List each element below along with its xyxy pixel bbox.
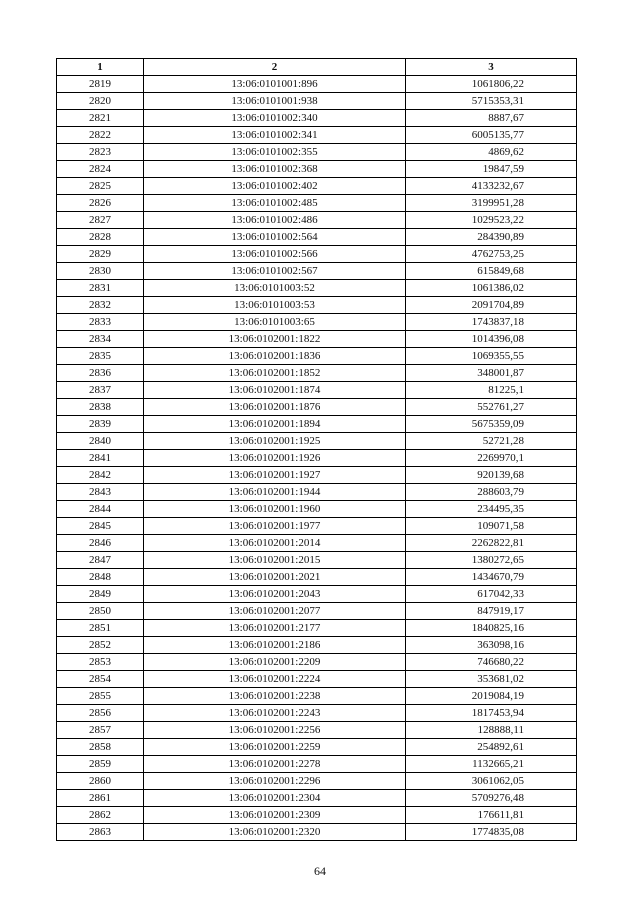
row-number-cell: 2860 — [57, 773, 144, 790]
cadastral-number-cell: 13:06:0102001:1894 — [144, 416, 406, 433]
table-row — [57, 722, 577, 739]
value-cell: 1743837,18 — [406, 314, 577, 331]
cadastral-number-cell: 13:06:0102001:2186 — [144, 637, 406, 654]
cadastral-number-cell: 13:06:0102001:1944 — [144, 484, 406, 501]
value-cell: 1817453,94 — [406, 705, 577, 722]
cadastral-number-cell: 13:06:0102001:2077 — [144, 603, 406, 620]
table-row — [57, 331, 577, 348]
cadastral-number-cell: 13:06:0102001:1977 — [144, 518, 406, 535]
table-row — [57, 416, 577, 433]
value-cell: 1840825,16 — [406, 620, 577, 637]
row-number-cell: 2840 — [57, 433, 144, 450]
table-row — [57, 705, 577, 722]
value-cell: 4133232,67 — [406, 178, 577, 195]
cadastral-number-cell: 13:06:0102001:1874 — [144, 382, 406, 399]
table-row — [57, 314, 577, 331]
value-cell: 8887,67 — [406, 110, 577, 127]
value-cell: 4869,62 — [406, 144, 577, 161]
row-number-cell: 2821 — [57, 110, 144, 127]
value-cell: 4762753,25 — [406, 246, 577, 263]
row-number-cell: 2837 — [57, 382, 144, 399]
cadastral-number-cell: 13:06:0102001:2015 — [144, 552, 406, 569]
cadastral-number-cell: 13:06:0102001:1960 — [144, 501, 406, 518]
table-row — [57, 552, 577, 569]
cadastral-number-cell: 13:06:0102001:2304 — [144, 790, 406, 807]
cadastral-number-cell: 13:06:0102001:2309 — [144, 807, 406, 824]
row-number-cell: 2849 — [57, 586, 144, 603]
table-row — [57, 501, 577, 518]
table-row — [57, 178, 577, 195]
cadastral-number-cell: 13:06:0102001:1925 — [144, 433, 406, 450]
table-row — [57, 654, 577, 671]
row-number-cell: 2852 — [57, 637, 144, 654]
table-row — [57, 229, 577, 246]
cadastral-number-cell: 13:06:0101003:53 — [144, 297, 406, 314]
cadastral-number-cell: 13:06:0102001:2259 — [144, 739, 406, 756]
value-cell: 353681,02 — [406, 671, 577, 688]
table-row — [57, 688, 577, 705]
cadastral-number-cell: 13:06:0101002:402 — [144, 178, 406, 195]
page-number: 64 — [314, 864, 326, 878]
cadastral-number-cell: 13:06:0102001:1836 — [144, 348, 406, 365]
value-cell: 1061806,22 — [406, 76, 577, 93]
value-cell: 746680,22 — [406, 654, 577, 671]
row-number-cell: 2834 — [57, 331, 144, 348]
cadastral-number-cell: 13:06:0101002:486 — [144, 212, 406, 229]
row-number-cell: 2842 — [57, 467, 144, 484]
table-row — [57, 467, 577, 484]
table-row — [57, 790, 577, 807]
value-cell: 1434670,79 — [406, 569, 577, 586]
row-number-cell: 2857 — [57, 722, 144, 739]
row-number-cell: 2858 — [57, 739, 144, 756]
table-row — [57, 484, 577, 501]
table-row — [57, 518, 577, 535]
cadastral-number-cell: 13:06:0101001:938 — [144, 93, 406, 110]
table-row — [57, 365, 577, 382]
value-cell: 2262822,81 — [406, 535, 577, 552]
value-cell: 5675359,09 — [406, 416, 577, 433]
value-cell: 615849,68 — [406, 263, 577, 280]
value-cell: 81225,1 — [406, 382, 577, 399]
table-body — [57, 76, 577, 841]
table-row — [57, 824, 577, 841]
value-cell: 3061062,05 — [406, 773, 577, 790]
cadastral-number-cell: 13:06:0102001:2021 — [144, 569, 406, 586]
row-number-cell: 2851 — [57, 620, 144, 637]
value-cell: 5715353,31 — [406, 93, 577, 110]
row-number-cell: 2861 — [57, 790, 144, 807]
header-row — [57, 59, 577, 76]
value-cell: 847919,17 — [406, 603, 577, 620]
row-number-cell: 2839 — [57, 416, 144, 433]
cadastral-number-cell: 13:06:0101002:564 — [144, 229, 406, 246]
row-number-cell: 2855 — [57, 688, 144, 705]
row-number-cell: 2827 — [57, 212, 144, 229]
row-number-cell: 2825 — [57, 178, 144, 195]
value-cell: 1061386,02 — [406, 280, 577, 297]
column-header-2: 2 — [144, 59, 406, 76]
cadastral-number-cell: 13:06:0101002:355 — [144, 144, 406, 161]
table-row — [57, 399, 577, 416]
table-row — [57, 195, 577, 212]
row-number-cell: 2854 — [57, 671, 144, 688]
column-header-1: 1 — [57, 59, 144, 76]
value-cell: 1069355,55 — [406, 348, 577, 365]
row-number-cell: 2862 — [57, 807, 144, 824]
cadastral-number-cell: 13:06:0102001:2209 — [144, 654, 406, 671]
row-number-cell: 2831 — [57, 280, 144, 297]
table-row — [57, 263, 577, 280]
row-number-cell: 2856 — [57, 705, 144, 722]
table-row — [57, 586, 577, 603]
cadastral-number-cell: 13:06:0101002:341 — [144, 127, 406, 144]
cadastral-number-cell: 13:06:0101002:566 — [144, 246, 406, 263]
value-cell: 1029523,22 — [406, 212, 577, 229]
row-number-cell: 2822 — [57, 127, 144, 144]
cadastral-number-cell: 13:06:0102001:2243 — [144, 705, 406, 722]
table-row — [57, 144, 577, 161]
value-cell: 5709276,48 — [406, 790, 577, 807]
value-cell: 176611,81 — [406, 807, 577, 824]
value-cell: 128888,11 — [406, 722, 577, 739]
cadastral-number-cell: 13:06:0101003:52 — [144, 280, 406, 297]
value-cell: 6005135,77 — [406, 127, 577, 144]
row-number-cell: 2844 — [57, 501, 144, 518]
cadastral-number-cell: 13:06:0102001:2238 — [144, 688, 406, 705]
cadastral-number-cell: 13:06:0102001:2043 — [144, 586, 406, 603]
value-cell: 920139,68 — [406, 467, 577, 484]
column-header-3: 3 — [406, 59, 577, 76]
table-row — [57, 76, 577, 93]
row-number-cell: 2841 — [57, 450, 144, 467]
table-row — [57, 382, 577, 399]
table-row — [57, 348, 577, 365]
table-row — [57, 246, 577, 263]
value-cell: 617042,33 — [406, 586, 577, 603]
value-cell: 109071,58 — [406, 518, 577, 535]
value-cell: 234495,35 — [406, 501, 577, 518]
table-row — [57, 297, 577, 314]
row-number-cell: 2833 — [57, 314, 144, 331]
cadastral-number-cell: 13:06:0102001:1926 — [144, 450, 406, 467]
row-number-cell: 2853 — [57, 654, 144, 671]
value-cell: 1380272,65 — [406, 552, 577, 569]
value-cell: 2091704,89 — [406, 297, 577, 314]
cadastral-number-cell: 13:06:0102001:2014 — [144, 535, 406, 552]
cadastral-number-cell: 13:06:0102001:2256 — [144, 722, 406, 739]
cadastral-number-cell: 13:06:0101002:340 — [144, 110, 406, 127]
table-row — [57, 671, 577, 688]
cadastral-number-cell: 13:06:0102001:2224 — [144, 671, 406, 688]
table-row — [57, 637, 577, 654]
table-row — [57, 127, 577, 144]
row-number-cell: 2843 — [57, 484, 144, 501]
data-table — [56, 58, 577, 841]
cadastral-number-cell: 13:06:0101002:485 — [144, 195, 406, 212]
cadastral-number-cell: 13:06:0101002:368 — [144, 161, 406, 178]
value-cell: 2019084,19 — [406, 688, 577, 705]
table-row — [57, 620, 577, 637]
row-number-cell: 2835 — [57, 348, 144, 365]
row-number-cell: 2836 — [57, 365, 144, 382]
row-number-cell: 2823 — [57, 144, 144, 161]
row-number-cell: 2847 — [57, 552, 144, 569]
cadastral-number-cell: 13:06:0102001:2320 — [144, 824, 406, 841]
row-number-cell: 2819 — [57, 76, 144, 93]
cadastral-number-cell: 13:06:0102001:2296 — [144, 773, 406, 790]
table-row — [57, 161, 577, 178]
value-cell: 284390,89 — [406, 229, 577, 246]
row-number-cell: 2829 — [57, 246, 144, 263]
value-cell: 254892,61 — [406, 739, 577, 756]
value-cell: 3199951,28 — [406, 195, 577, 212]
value-cell: 52721,28 — [406, 433, 577, 450]
row-number-cell: 2863 — [57, 824, 144, 841]
value-cell: 19847,59 — [406, 161, 577, 178]
value-cell: 2269970,1 — [406, 450, 577, 467]
row-number-cell: 2830 — [57, 263, 144, 280]
value-cell: 363098,16 — [406, 637, 577, 654]
row-number-cell: 2820 — [57, 93, 144, 110]
row-number-cell: 2832 — [57, 297, 144, 314]
cadastral-number-cell: 13:06:0102001:1852 — [144, 365, 406, 382]
row-number-cell: 2859 — [57, 756, 144, 773]
value-cell: 1014396,08 — [406, 331, 577, 348]
table-row — [57, 535, 577, 552]
cadastral-number-cell: 13:06:0102001:2177 — [144, 620, 406, 637]
table-row — [57, 110, 577, 127]
table-row — [57, 212, 577, 229]
value-cell: 552761,27 — [406, 399, 577, 416]
row-number-cell: 2850 — [57, 603, 144, 620]
cadastral-number-cell: 13:06:0101003:65 — [144, 314, 406, 331]
row-number-cell: 2848 — [57, 569, 144, 586]
row-number-cell: 2828 — [57, 229, 144, 246]
cadastral-number-cell: 13:06:0101002:567 — [144, 263, 406, 280]
row-number-cell: 2846 — [57, 535, 144, 552]
table-row — [57, 603, 577, 620]
row-number-cell: 2845 — [57, 518, 144, 535]
table-row — [57, 739, 577, 756]
value-cell: 1774835,08 — [406, 824, 577, 841]
table-row — [57, 807, 577, 824]
table-row — [57, 773, 577, 790]
row-number-cell: 2838 — [57, 399, 144, 416]
value-cell: 288603,79 — [406, 484, 577, 501]
cadastral-number-cell: 13:06:0102001:1822 — [144, 331, 406, 348]
table-row — [57, 450, 577, 467]
cadastral-number-cell: 13:06:0101001:896 — [144, 76, 406, 93]
value-cell: 348001,87 — [406, 365, 577, 382]
cadastral-number-cell: 13:06:0102001:1927 — [144, 467, 406, 484]
cadastral-number-cell: 13:06:0102001:1876 — [144, 399, 406, 416]
row-number-cell: 2826 — [57, 195, 144, 212]
table-row — [57, 756, 577, 773]
value-cell: 1132665,21 — [406, 756, 577, 773]
table-row — [57, 433, 577, 450]
table-row — [57, 569, 577, 586]
cadastral-number-cell: 13:06:0102001:2278 — [144, 756, 406, 773]
table-row — [57, 280, 577, 297]
table-row — [57, 93, 577, 110]
row-number-cell: 2824 — [57, 161, 144, 178]
